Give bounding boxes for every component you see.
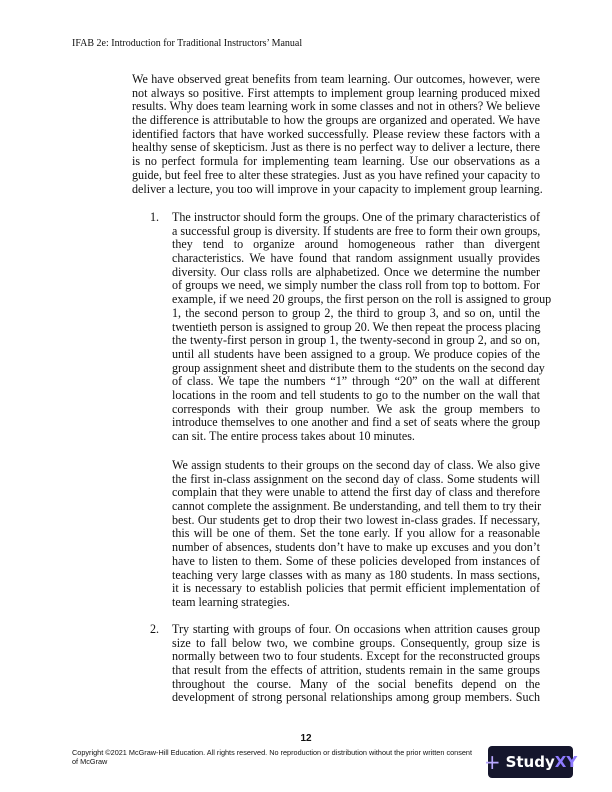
running-header: IFAB 2e: Introduction for Traditional Instructors’ Manual bbox=[72, 38, 303, 49]
text-line: locations in the room and tell students to go to the number on the wall that bbox=[172, 387, 540, 402]
text-line: number of absences, students don’t have to make up excuses and you don’t bbox=[172, 540, 540, 555]
text-line: size to fall below two, we combine groups. Consequently, group size is bbox=[172, 635, 540, 650]
text-line: The instructor should form the groups. One of the primary characteristics of bbox=[172, 210, 540, 224]
text-line: best. Our students get to drop their two lowest in-class grades. If necessary, bbox=[172, 512, 540, 527]
text-line: can sit. The entire process takes about 10 minutes. bbox=[172, 429, 415, 443]
text-line: until all students have been assigned to a group. We produce copies of the bbox=[172, 346, 540, 361]
text-line: characteristics. We have found that random assignment usually provides bbox=[172, 251, 540, 266]
text-line: the twenty-first person in group 1, the twenty-second in group 2, and so on, bbox=[172, 333, 540, 348]
badge-label bbox=[506, 753, 578, 771]
text-line: diversity. Our class rolls are alphabetized. Once we determine the number bbox=[172, 264, 540, 279]
list-item-1-paragraph-1 bbox=[172, 210, 552, 444]
text-line: deliver a lecture, you too will improve in your capacity to implement group learning. bbox=[132, 181, 543, 196]
plus-icon: + bbox=[483, 750, 501, 774]
text-line: have to listen to them. Some of these policies developed from instances of bbox=[172, 553, 540, 568]
text-line: We assign students to their groups on the second day of class. We also give bbox=[172, 458, 540, 472]
text-line: the difference is attributable to how the groups are organized and operated. We have bbox=[132, 113, 540, 128]
text-line: cannot complete the assignment. Be understanding, and tell them to try their bbox=[172, 499, 542, 514]
studyxy-badge[interactable] bbox=[483, 746, 578, 778]
text-line: guide, but feel free to alter these strategies. Just as you have refined your capacity to bbox=[132, 167, 541, 182]
text-line: example, if we need 20 groups, the first person on the roll is assigned to group bbox=[172, 292, 552, 307]
text-line: introduce themselves to one another and find a set of seats where the group bbox=[172, 415, 540, 430]
intro-paragraph bbox=[132, 72, 543, 196]
text-line: development of strong personal relationships among group members. Such bbox=[172, 690, 540, 705]
text-line: We have observed great benefits from team learning. Our outcomes, however, were bbox=[132, 72, 540, 86]
text-line: that result from the effects of attrition, students remain in the same groups bbox=[172, 663, 540, 678]
text-line: identified factors that have worked successfully. Please review these factors with a bbox=[132, 126, 540, 141]
text-line: normally between two to four students. Except for the reconstructed groups bbox=[172, 649, 540, 664]
text-line: results. Why does team learning work in some classes and not in others? We believe bbox=[132, 99, 540, 114]
badge-text-accent: XY bbox=[554, 753, 578, 771]
list-number: 1. bbox=[150, 210, 160, 224]
text-line: is no perfect formula for implementing team learning. Use our observations as a bbox=[132, 154, 540, 169]
text-line: 1, the second person to group 2, the third to group 3, and so on, until the bbox=[172, 305, 540, 320]
text-line: team learning strategies. bbox=[172, 594, 290, 609]
text-line: healthy sense of skepticism. Just as there is no perfect way to deliver a lecture, there bbox=[132, 140, 540, 155]
text-line: complain that they were unable to attend the first day of class and therefore bbox=[172, 485, 540, 500]
badge-text-main: Study bbox=[505, 753, 555, 771]
copyright-notice: Copyright ©2021 McGraw-Hill Education. All rights reserved. No reproduction or distribution without the prior written consent of McGraw bbox=[72, 748, 472, 766]
text-line: throughout the course. Many of the social benefits depend on the bbox=[172, 676, 540, 691]
text-line: not always so positive. First attempts to implement group learning produced mixed bbox=[132, 85, 540, 100]
text-line: of groups we need, we simply number the class roll from top to bottom. For bbox=[172, 278, 540, 293]
page-number: 12 bbox=[300, 733, 312, 744]
text-line: corresponds with their group number. We ask the group members to bbox=[172, 401, 540, 416]
list-item-1-paragraph-2 bbox=[172, 459, 540, 610]
text-line: this will be one of them. Set the tone early. If you allow for a reasonable bbox=[172, 526, 540, 541]
text-line: Try starting with groups of four. On occasions when attrition causes group bbox=[172, 622, 540, 636]
text-line: twentieth person is assigned to group 20. We then repeat the process placing bbox=[172, 319, 541, 334]
text-line: of class. We tape the numbers “1” through “20” on the wall at different bbox=[172, 374, 540, 389]
list-item-2-paragraph-1 bbox=[172, 623, 540, 705]
list-number: 2. bbox=[150, 622, 160, 636]
text-line: the first in-class assignment on the second day of class. Some students will bbox=[172, 471, 540, 486]
text-line: teaching very large classes with as many as 180 students. In mass sections, bbox=[172, 567, 540, 582]
text-line: they tend to organize around homogeneous rather than divergent bbox=[172, 237, 540, 252]
text-line: it is necessary to establish policies that permit efficient implementation of bbox=[172, 581, 540, 596]
text-line: group assignment sheet and distribute them to the students on the second day bbox=[172, 360, 545, 375]
text-line: a successful group is diversity. If students are free to form their own groups, bbox=[172, 223, 541, 238]
